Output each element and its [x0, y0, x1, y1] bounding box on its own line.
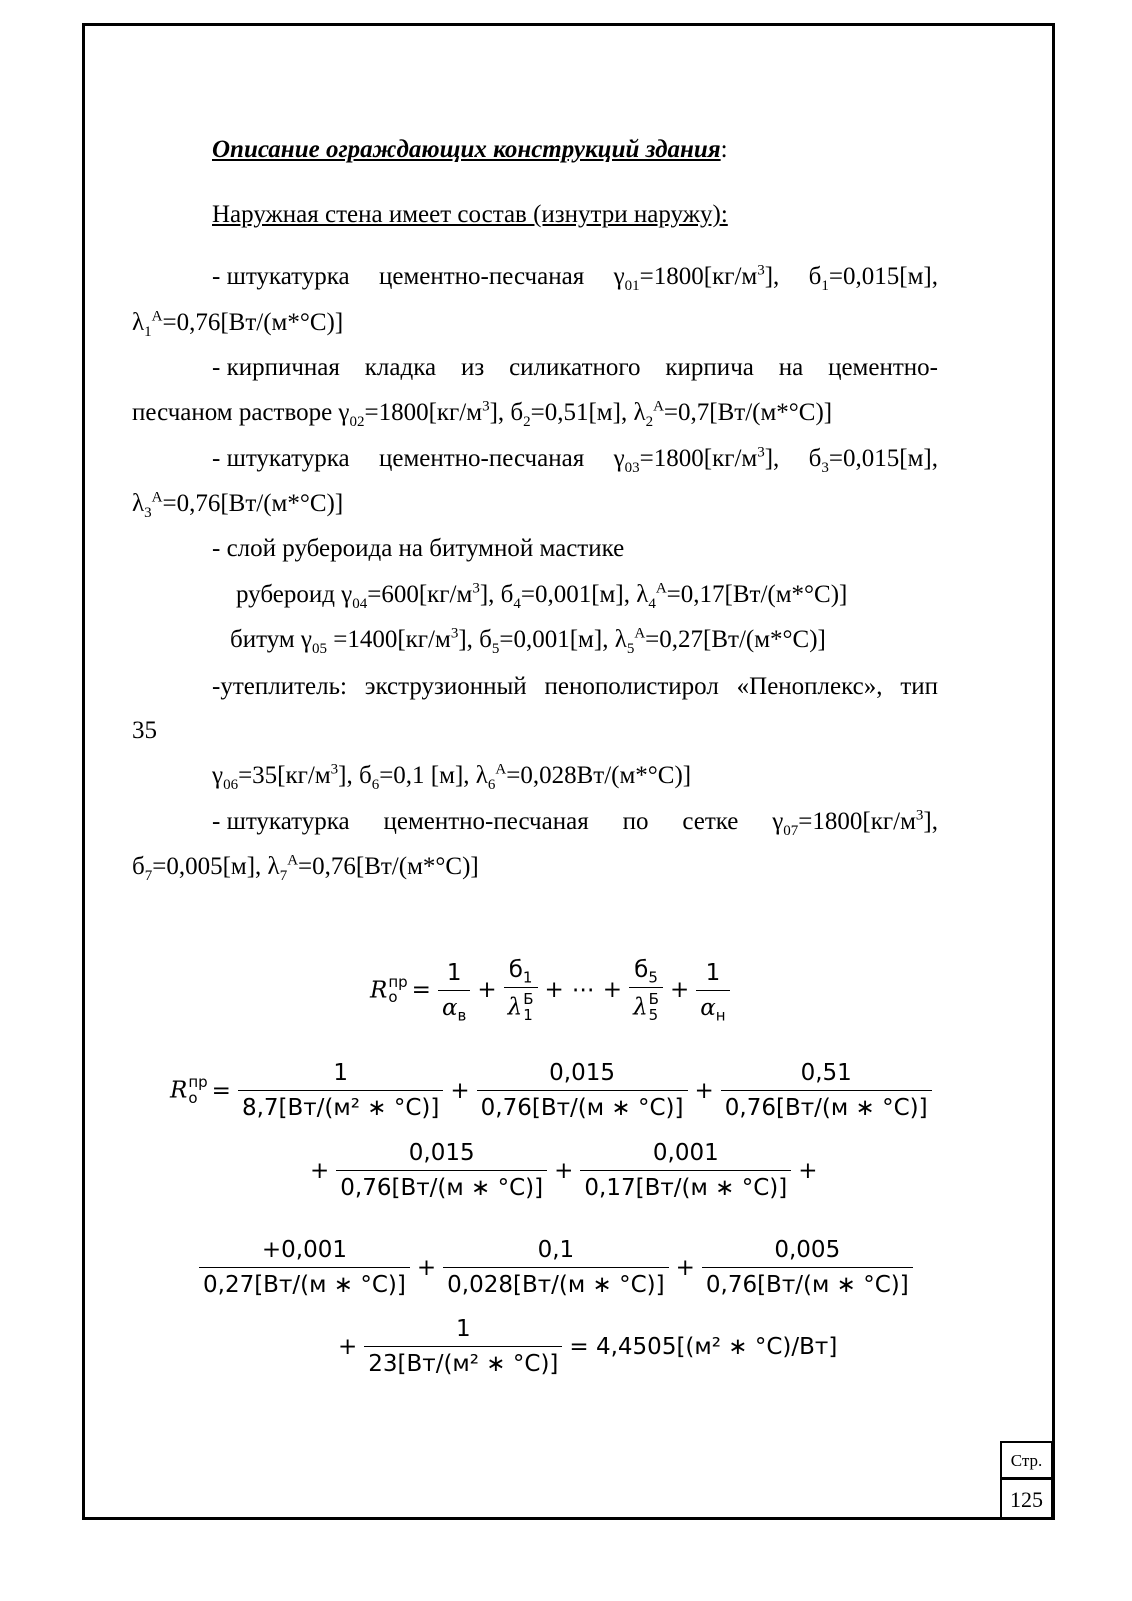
layer-5-line2: 35	[132, 717, 157, 744]
layer-2-line: - кирпичная кладка из силикатного кирпича на цементно-	[212, 354, 938, 381]
layer-5-line3: $\gamma_{06}=35[кг/м^3]$, $б_6=0,1$ [м], $\lambda_6^А=0,028Вт/(м*^\circ С)$]	[212, 761, 692, 793]
formula-calc-line-3: $\frac{+0,001}{0,27[Вт/(м ∗ ^\circ С)]}$ + $\frac{0,1}{0,028[Вт/(м ∗ ^\circ С)]}$ + $\frac{0,005}{0,76[Вт/(м ∗ ^\circ С)]}$	[196, 1237, 916, 1298]
formula-result: = 4,4505[(м² ∗ °С)/Вт]	[569, 1333, 838, 1360]
formula-calc-line-1: R пр о = $\frac{1}{\text{8,7[Вт/(м² ∗ °С)]}}$ + $\frac{0,015}{0,76[Вт/(м ∗ ^\circ С)]}$ + $\frac{0,51}{0,76[Вт/(м ∗ ^\circ С)]}$	[170, 1060, 935, 1121]
layer-6-line: - штукатурка цементно-песчаная по сетке $\gamma_{07}=1800[кг/м^3]$,	[212, 807, 938, 839]
wall-composition-title: Наружная стена имеет состав (изнутри наружу):	[212, 201, 728, 228]
page-number: 125	[1000, 1478, 1053, 1520]
page-label-box: Стр.	[1000, 1441, 1053, 1479]
layer-5-line: -утеплитель: экструзионный пенополистирол «Пеноплекс», тип	[212, 673, 938, 700]
layer-1-line2: $\lambda_1^А=0,76[Вт/(м*^\circ С)]$	[132, 308, 344, 340]
layer-4-ruberoid: рубероид $\gamma_{04}=600[кг/м^3]$, $б_4=0,001[м]$, $\lambda_4^А=0,17[Вт/(м*^\circ С)]$	[236, 580, 848, 612]
formula-calc-line-2: + $\frac{0,015}{0,76[Вт/(м ∗ ^\circ С)]}$ + $\frac{0,001}{0,17[Вт/(м ∗ ^\circ С)]}$ +	[310, 1140, 818, 1201]
formula-calc-line-4: + $\frac{1}{\text{23[Вт/(м² ∗ °С)]}}$ = 4,4505[(м² ∗ °С)/Вт]	[338, 1316, 838, 1377]
layer-4-bitum: битум $\gamma_{05} =1400[кг/м^3]$, $б_5=0,001[м]$, $\lambda_5^А=0,27[Вт/(м*^\circ С)]$	[230, 625, 826, 657]
layer-3-line2: $\lambda_3^А=0,76[Вт/(м*^\circ С)]$	[132, 489, 344, 521]
formula-general: R пр о = $\frac{1}{\alpha_в}$ + $б_1$ λ Б 1 + ⋯ + $б_5$ λ Б 5 + $\frac{1}{\alpha_н}$	[370, 957, 733, 1024]
layer-3-line: - штукатурка цементно-песчаная $\gamma_{03}=1800[кг/м^3]$, $б_3=0,015[м]$,	[212, 444, 938, 476]
section-heading: Описание ограждающих конструкций здания:	[212, 136, 728, 163]
layer-1-line: - штукатурка цементно-песчаная $\gamma_{01}=1800[кг/м^3]$, $б_1=0,015[м]$,	[212, 262, 938, 294]
layer-6-line2: $б_7=0,005[м]$, $\lambda_7^А=0,76[Вт/(м*^\circ С)]$	[132, 852, 479, 884]
layer-2-line2: песчаном растворе $\gamma_{02}=1800[кг/м^3]$, $б_2=0,51[м]$, $\lambda_2^А=0,7[Вт/(м*^\circ С)]$	[132, 398, 833, 430]
layer-4-title: - слой рубероида на битумной мастике	[212, 535, 625, 562]
